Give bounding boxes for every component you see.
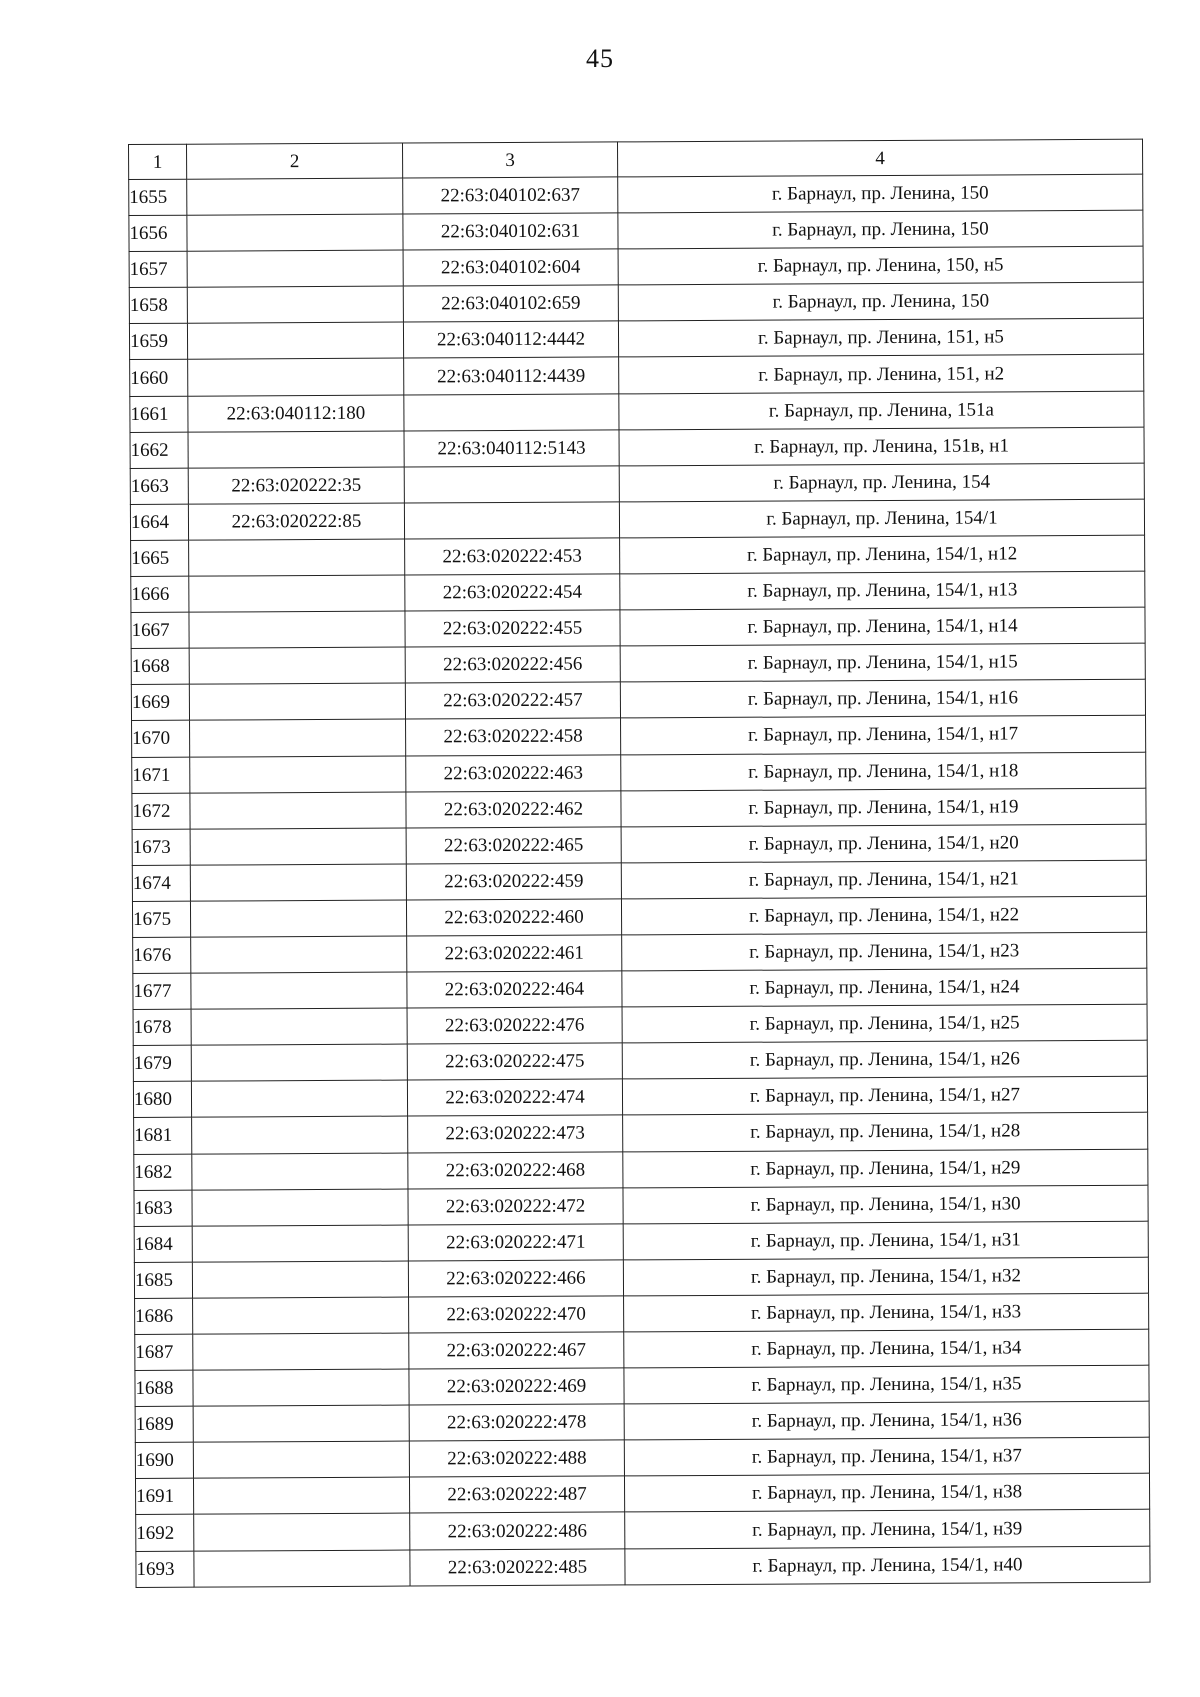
- table-row: [134, 1149, 1148, 1190]
- table-row: [136, 1510, 1150, 1551]
- row-number-cell: 1659: [129, 324, 187, 360]
- cadastral-number-col3-cell: 22:63:020222:456: [405, 646, 620, 683]
- address-cell: г. Барнаул, пр. Ленина, 154/1, н12: [620, 535, 1145, 574]
- table-row: [134, 1221, 1148, 1262]
- cadastral-number-col3-cell: 22:63:020222:474: [407, 1079, 622, 1116]
- address-cell: г. Барнаул, пр. Ленина, 154/1, н23: [622, 932, 1147, 971]
- row-number-cell: 1673: [132, 829, 190, 865]
- cadastral-number-col2-cell: [189, 647, 405, 684]
- cadastral-number-col2-cell: [192, 1189, 408, 1226]
- cadastral-number-col3-cell: [404, 393, 619, 430]
- header-row: [129, 139, 1143, 179]
- cadastral-number-col3-cell: 22:63:020222:470: [409, 1296, 624, 1333]
- address-cell: г. Барнаул, пр. Ленина, 154: [619, 463, 1144, 502]
- cadastral-number-col3-cell: 22:63:040112:4439: [404, 357, 619, 394]
- cadastral-number-col2-cell: [187, 178, 403, 215]
- cadastral-number-col3-cell: 22:63:020222:488: [409, 1440, 624, 1477]
- cadastral-number-col2-cell: [193, 1333, 409, 1370]
- cadastral-number-col3-cell: 22:63:020222:476: [407, 1007, 622, 1044]
- row-number-cell: 1686: [135, 1298, 193, 1334]
- table-row: [135, 1329, 1149, 1370]
- address-cell: г. Барнаул, пр. Ленина, 154/1, н25: [622, 1004, 1147, 1043]
- row-number-cell: 1666: [131, 576, 189, 612]
- cadastral-number-col3-cell: 22:63:020222:458: [406, 718, 621, 755]
- cadastral-number-col3-cell: 22:63:020222:453: [405, 538, 620, 575]
- table-row: [130, 499, 1144, 540]
- row-number-cell: 1665: [131, 540, 189, 576]
- table-row: [132, 716, 1146, 757]
- row-number-cell: 1687: [135, 1334, 193, 1370]
- cadastral-number-col2-cell: [190, 719, 406, 756]
- address-cell: г. Барнаул, пр. Ленина, 154/1, н26: [622, 1040, 1147, 1079]
- address-cell: г. Барнаул, пр. Ленина, 150: [618, 174, 1143, 213]
- table-header: [129, 139, 1143, 179]
- table-row: [132, 896, 1146, 937]
- column-header-3: 3: [402, 142, 617, 178]
- column-header-1: 1: [129, 144, 187, 179]
- address-cell: г. Барнаул, пр. Ленина, 154/1, н17: [621, 716, 1146, 755]
- row-number-cell: 1690: [135, 1442, 193, 1478]
- cadastral-number-col3-cell: 22:63:020222:455: [405, 610, 620, 647]
- cadastral-number-col2-cell: [192, 1261, 408, 1298]
- row-number-cell: 1657: [129, 251, 187, 287]
- cadastral-number-col2-cell: [187, 250, 403, 287]
- table-row: [135, 1293, 1149, 1334]
- cadastral-number-col2-cell: [190, 900, 406, 937]
- cadastral-number-col2-cell: [187, 286, 403, 323]
- table-body: [129, 174, 1150, 1587]
- cadastral-number-col3-cell: 22:63:020222:457: [405, 682, 620, 719]
- address-cell: г. Барнаул, пр. Ленина, 154/1, н13: [620, 571, 1145, 610]
- table-row: [131, 607, 1145, 648]
- address-cell: г. Барнаул, пр. Ленина, 151а: [619, 391, 1144, 430]
- cadastral-number-col3-cell: 22:63:020222:478: [409, 1404, 624, 1441]
- cadastral-number-col2-cell: [194, 1514, 410, 1551]
- registry-table: [128, 139, 1151, 1588]
- cadastral-number-col2-cell: [191, 1080, 407, 1117]
- address-cell: г. Барнаул, пр. Ленина, 151в, н1: [619, 427, 1144, 466]
- cadastral-number-col2-cell: [193, 1369, 409, 1406]
- row-number-cell: 1693: [136, 1551, 194, 1587]
- cadastral-number-col2-cell: [187, 214, 403, 251]
- cadastral-number-col3-cell: 22:63:020222:460: [406, 899, 621, 936]
- cadastral-number-col3-cell: 22:63:020222:467: [409, 1332, 624, 1369]
- cadastral-number-col2-cell: [193, 1477, 409, 1514]
- page-number: 45: [586, 44, 614, 73]
- table-row: [130, 463, 1144, 504]
- table-row: [131, 571, 1145, 612]
- table-row: [133, 968, 1147, 1009]
- row-number-cell: 1685: [134, 1262, 192, 1298]
- address-cell: г. Барнаул, пр. Ленина, 151, н2: [619, 355, 1144, 394]
- row-number-cell: 1679: [133, 1045, 191, 1081]
- row-number-cell: 1662: [130, 432, 188, 468]
- address-cell: г. Барнаул, пр. Ленина, 154/1, н31: [623, 1221, 1148, 1260]
- cadastral-number-col3-cell: 22:63:020222:475: [407, 1043, 622, 1080]
- cadastral-number-col2-cell: [192, 1116, 408, 1153]
- cadastral-number-col2-cell: [189, 611, 405, 648]
- row-number-cell: 1692: [136, 1515, 194, 1551]
- cadastral-number-col3-cell: 22:63:020222:459: [406, 863, 621, 900]
- cadastral-number-col3-cell: 22:63:020222:466: [408, 1260, 623, 1297]
- column-header-4: 4: [617, 139, 1142, 177]
- cadastral-number-col2-cell: [192, 1225, 408, 1262]
- cadastral-number-col3-cell: 22:63:020222:471: [408, 1224, 623, 1261]
- address-cell: г. Барнаул, пр. Ленина, 154/1, н39: [625, 1510, 1150, 1549]
- row-number-cell: 1684: [134, 1226, 192, 1262]
- address-cell: г. Барнаул, пр. Ленина, 154/1, н27: [622, 1077, 1147, 1116]
- table-row: [131, 643, 1145, 684]
- address-cell: г. Барнаул, пр. Ленина, 154/1, н37: [624, 1437, 1149, 1476]
- row-number-cell: 1664: [130, 504, 188, 540]
- table-row: [135, 1365, 1149, 1406]
- address-cell: г. Барнаул, пр. Ленина, 154/1, н14: [620, 607, 1145, 646]
- row-number-cell: 1667: [131, 612, 189, 648]
- cadastral-number-col3-cell: [404, 466, 619, 503]
- row-number-cell: 1656: [129, 215, 187, 251]
- cadastral-number-col3-cell: 22:63:020222:485: [410, 1548, 625, 1585]
- row-number-cell: 1691: [135, 1479, 193, 1515]
- row-number-cell: 1675: [132, 901, 190, 937]
- table-row: [129, 282, 1143, 323]
- table-row: [129, 246, 1143, 287]
- cadastral-number-col2-cell: [189, 575, 405, 612]
- cadastral-number-col3-cell: 22:63:040102:659: [403, 285, 618, 322]
- cadastral-number-col3-cell: 22:63:040102:637: [403, 177, 618, 214]
- cadastral-number-col2-cell: 22:63:040112:180: [188, 395, 404, 432]
- cadastral-number-col3-cell: 22:63:040112:5143: [404, 430, 619, 467]
- cadastral-number-col2-cell: [194, 1550, 410, 1587]
- row-number-cell: 1676: [133, 937, 191, 973]
- row-number-cell: 1682: [134, 1154, 192, 1190]
- cadastral-number-col2-cell: 22:63:020222:85: [188, 503, 404, 540]
- table-row: [134, 1185, 1148, 1226]
- address-cell: г. Барнаул, пр. Ленина, 154/1, н24: [622, 968, 1147, 1007]
- table-row: [130, 391, 1144, 432]
- address-cell: г. Барнаул, пр. Ленина, 154/1, н38: [624, 1474, 1149, 1513]
- row-number-cell: 1668: [131, 648, 189, 684]
- table-row: [135, 1474, 1149, 1515]
- table-row: [135, 1401, 1149, 1442]
- row-number-cell: 1671: [132, 757, 190, 793]
- address-cell: г. Барнаул, пр. Ленина, 150: [618, 282, 1143, 321]
- cadastral-number-col2-cell: [193, 1405, 409, 1442]
- row-number-cell: 1681: [134, 1118, 192, 1154]
- cadastral-number-col3-cell: 22:63:020222:472: [408, 1188, 623, 1225]
- table-row: [132, 824, 1146, 865]
- cadastral-number-col3-cell: 22:63:020222:486: [410, 1512, 625, 1549]
- cadastral-number-col2-cell: [190, 828, 406, 865]
- row-number-cell: 1655: [129, 179, 187, 215]
- table-row: [132, 860, 1146, 901]
- cadastral-number-col2-cell: [190, 864, 406, 901]
- address-cell: г. Барнаул, пр. Ленина, 154/1, н20: [621, 824, 1146, 863]
- address-cell: г. Барнаул, пр. Ленина, 154/1, н19: [621, 788, 1146, 827]
- address-cell: г. Барнаул, пр. Ленина, 154/1, н21: [621, 860, 1146, 899]
- row-number-cell: 1663: [130, 468, 188, 504]
- address-cell: г. Барнаул, пр. Ленина, 154/1, н22: [621, 896, 1146, 935]
- row-number-cell: 1660: [130, 360, 188, 396]
- row-number-cell: 1688: [135, 1370, 193, 1406]
- table-row: [136, 1546, 1150, 1587]
- row-number-cell: 1683: [134, 1190, 192, 1226]
- address-cell: г. Барнаул, пр. Ленина, 150: [618, 210, 1143, 249]
- cadastral-number-col2-cell: [188, 431, 404, 468]
- row-number-cell: 1689: [135, 1406, 193, 1442]
- cadastral-number-col2-cell: [190, 792, 406, 829]
- cadastral-number-col3-cell: 22:63:020222:464: [407, 971, 622, 1008]
- table-row: [132, 788, 1146, 829]
- row-number-cell: 1677: [133, 973, 191, 1009]
- cadastral-number-col2-cell: [191, 936, 407, 973]
- table-row: [131, 679, 1145, 720]
- table-row: [129, 210, 1143, 251]
- address-cell: г. Барнаул, пр. Ленина, 154/1: [619, 499, 1144, 538]
- row-number-cell: 1678: [133, 1009, 191, 1045]
- cadastral-number-col3-cell: 22:63:040112:4442: [403, 321, 618, 358]
- table-row: [129, 319, 1143, 360]
- cadastral-number-col2-cell: [189, 683, 405, 720]
- address-cell: г. Барнаул, пр. Ленина, 154/1, н35: [624, 1365, 1149, 1404]
- address-cell: г. Барнаул, пр. Ленина, 154/1, н34: [624, 1329, 1149, 1368]
- address-cell: г. Барнаул, пр. Ленина, 154/1, н32: [623, 1257, 1148, 1296]
- table-row: [133, 1004, 1147, 1045]
- address-cell: г. Барнаул, пр. Ленина, 154/1, н33: [624, 1293, 1149, 1332]
- table-row: [130, 427, 1144, 468]
- table-row: [133, 1040, 1147, 1081]
- table-row: [134, 1113, 1148, 1154]
- cadastral-number-col3-cell: 22:63:020222:462: [406, 791, 621, 828]
- cadastral-number-col3-cell: 22:63:020222:468: [408, 1151, 623, 1188]
- cadastral-number-col2-cell: [193, 1297, 409, 1334]
- cadastral-number-col3-cell: 22:63:020222:454: [405, 574, 620, 611]
- cadastral-number-col2-cell: [190, 756, 406, 793]
- cadastral-number-col3-cell: 22:63:020222:487: [409, 1476, 624, 1513]
- cadastral-number-col3-cell: 22:63:020222:461: [407, 935, 622, 972]
- address-cell: г. Барнаул, пр. Ленина, 154/1, н28: [623, 1113, 1148, 1152]
- row-number-cell: 1669: [131, 684, 189, 720]
- table-row: [131, 535, 1145, 576]
- address-cell: г. Барнаул, пр. Ленина, 154/1, н36: [624, 1401, 1149, 1440]
- cadastral-number-col3-cell: 22:63:020222:473: [408, 1115, 623, 1152]
- cadastral-number-col2-cell: [191, 972, 407, 1009]
- table-row: [130, 355, 1144, 396]
- table-row: [134, 1257, 1148, 1298]
- column-header-2: 2: [187, 143, 403, 179]
- cadastral-number-col2-cell: [188, 359, 404, 396]
- row-number-cell: 1661: [130, 396, 188, 432]
- cadastral-number-col3-cell: 22:63:040102:631: [403, 213, 618, 250]
- cadastral-number-col3-cell: 22:63:020222:469: [409, 1368, 624, 1405]
- table-row: [133, 1077, 1147, 1118]
- cadastral-number-col2-cell: [193, 1441, 409, 1478]
- cadastral-number-col2-cell: [191, 1044, 407, 1081]
- row-number-cell: 1672: [132, 793, 190, 829]
- cadastral-number-col3-cell: 22:63:020222:465: [406, 827, 621, 864]
- row-number-cell: 1674: [132, 865, 190, 901]
- address-cell: г. Барнаул, пр. Ленина, 154/1, н16: [620, 679, 1145, 718]
- cadastral-number-col3-cell: 22:63:040102:604: [403, 249, 618, 286]
- cadastral-number-col3-cell: 22:63:020222:463: [406, 754, 621, 791]
- table-row: [135, 1437, 1149, 1478]
- cadastral-number-col3-cell: [404, 502, 619, 539]
- row-number-cell: 1670: [132, 721, 190, 757]
- address-cell: г. Барнаул, пр. Ленина, 150, н5: [618, 246, 1143, 285]
- cadastral-number-col2-cell: [192, 1153, 408, 1190]
- table-row: [129, 174, 1143, 215]
- table-row: [133, 932, 1147, 973]
- cadastral-number-col2-cell: [189, 539, 405, 576]
- address-cell: г. Барнаул, пр. Ленина, 154/1, н30: [623, 1185, 1148, 1224]
- address-cell: г. Барнаул, пр. Ленина, 154/1, н29: [623, 1149, 1148, 1188]
- cadastral-number-col2-cell: 22:63:020222:35: [188, 467, 404, 504]
- address-cell: г. Барнаул, пр. Ленина, 154/1, н40: [625, 1546, 1150, 1585]
- row-number-cell: 1658: [129, 287, 187, 323]
- address-cell: г. Барнаул, пр. Ленина, 154/1, н15: [620, 643, 1145, 682]
- address-cell: г. Барнаул, пр. Ленина, 154/1, н18: [621, 752, 1146, 791]
- cadastral-number-col2-cell: [187, 322, 403, 359]
- address-cell: г. Барнаул, пр. Ленина, 151, н5: [618, 319, 1143, 358]
- table-row: [132, 752, 1146, 793]
- row-number-cell: 1680: [133, 1082, 191, 1118]
- cadastral-number-col2-cell: [191, 1008, 407, 1045]
